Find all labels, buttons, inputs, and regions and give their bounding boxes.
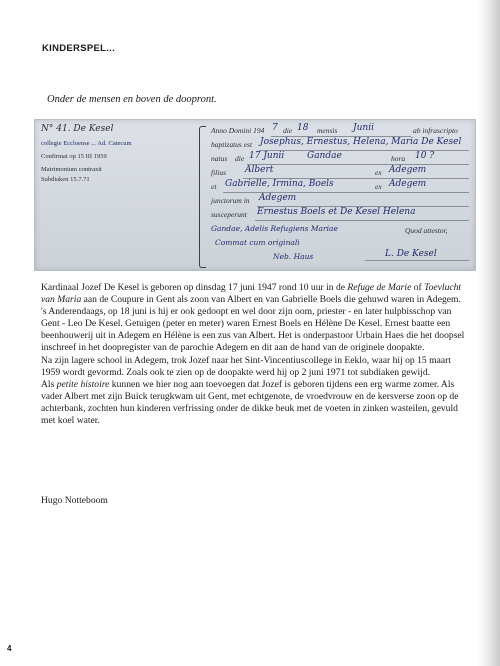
- record-number: N° 41. De Kesel: [41, 124, 114, 134]
- label-baptizatus: baptizatus est: [211, 140, 253, 149]
- label-susceperunt: susceperunt: [211, 210, 247, 219]
- label-die-born: die: [235, 154, 245, 163]
- margin-note-subdiaken: Subdiaken 15.7.71: [41, 176, 90, 183]
- label-et: et: [211, 182, 217, 191]
- margin-note-matrimonium: Matrimonium contraxit: [41, 166, 102, 173]
- label-ex-father: ex: [375, 168, 382, 177]
- margin-note-college: collegie Eccloense ... Ad. Catecum: [41, 140, 132, 147]
- mother-hw: Gabrielle, Irmina, Boels: [225, 179, 334, 189]
- label-ex-mother: ex: [375, 182, 382, 191]
- label-mensis: mensis: [317, 126, 338, 135]
- margin-note-confirmation: Confirmat op 15 III 1959: [41, 153, 107, 160]
- signature-right-hw: L. De Kesel: [385, 249, 437, 259]
- label-junctorum: junctorum in: [211, 196, 250, 205]
- names-hw: Josephus, Ernestus, Helena, Maria De Kesel: [260, 137, 462, 147]
- gandae-note-hw: Gandae, Adelis Refugiens Mariae: [211, 224, 338, 233]
- paragraph-1: [41, 282, 471, 306]
- year-hw: 7: [272, 123, 278, 133]
- paragraph-4: [41, 379, 471, 427]
- p4-text-a: Als: [41, 378, 57, 390]
- label-die: die: [283, 126, 293, 135]
- label-natus: natus: [211, 154, 228, 163]
- junctorum-hw: Adegem: [259, 193, 297, 203]
- article-body: [41, 282, 471, 427]
- page-header: KINDERSPEL...: [42, 43, 116, 54]
- label-quod-attestor: Quod attestor,: [405, 226, 448, 235]
- born-date-hw: 17 Junii: [249, 151, 285, 161]
- page-number: 4: [7, 644, 12, 653]
- record-bracket: [199, 126, 206, 268]
- label-ab-infrascripto: ab infrascripto: [413, 126, 458, 135]
- p1-text-a: Kardinaal Jozef De Kesel is geboren op dinsdag 17 juni 1947 rond 10 uur in de: [41, 282, 348, 293]
- p1-text-c: aan de Coupure in Gent als zoon van Albert en van Gabrielle Boels die gehuwd waren in Adegem.: [81, 294, 461, 306]
- commat-note-hw: Commat cum originali: [215, 238, 300, 247]
- p4-text-b: kunnen we hier nog aan toevoegen dat Jozef is geboren tijdens een erg warme zomer. Als vader Albert met zijn Buick terugkwam uit Gent, met echtgenote, de vroedvrouw en de kersverse zoon op de achterbank, zochten hun kinderen verfrissing onder de dikke beuk met de voeten in zinken wasteilen, gevuld met koel water.: [41, 378, 459, 427]
- p1-italic-refuge: Refuge de Marie: [347, 282, 412, 293]
- p4-italic-petite-histoire: petite histoire: [56, 378, 110, 390]
- mother-place-hw: Adegem: [389, 179, 427, 189]
- p1-italic-toevlucht: Toevlucht van Maria: [41, 282, 462, 306]
- signature-left-hw: Neb. Haus: [273, 252, 314, 261]
- p1-text-b: of: [411, 282, 425, 293]
- label-anno: Anno Domini 194: [211, 126, 265, 135]
- paragraph-2: 's Anderendaags, op 18 juni is hij er ook gedoopt en wel door zijn oom, priester - en later hulpbisschop van Gent - Leo De Kesel. Getuigen (peter en meter) waren Ernest Boels en Hélène De Kesel. Ernest baatte een beenhouwerij uit in Adegem en Hélène is een zus van Albert. Het is onderpastoor Urbain Haes die het doopsel inschreef in het doopregister van de parochie Adegem en dit aan de hand van de originele doopakte.: [41, 306, 465, 354]
- born-place-hw: Gandae: [307, 151, 342, 161]
- paragraph-3: Na zijn lagere school in Adegem, trok Jozef naar het Sint-Vincentiuscollege in Eeklo, waar hij op 15 maart 1959 wordt gevormd. Zoals ook te zien op de doopakte werd hij op 2 juni 1971 tot subdiaken gewijd.: [41, 354, 451, 378]
- day-hw: 18: [297, 123, 309, 133]
- father-hw: Albert: [245, 165, 274, 175]
- hora-hw: 10 ?: [415, 151, 435, 161]
- baptism-record-scan: [34, 119, 476, 271]
- label-filius: filius: [211, 168, 227, 177]
- month-hw: Junii: [353, 123, 374, 133]
- father-place-hw: Adegem: [389, 165, 427, 175]
- page-edge-shadow: [478, 0, 500, 666]
- image-caption: Onder de mensen en boven de doopront.: [47, 94, 217, 105]
- author-signature: Hugo Notteboom: [41, 495, 108, 506]
- godparents-hw: Ernestus Boels et De Kesel Helena: [257, 207, 416, 217]
- label-hora: hora: [391, 154, 406, 163]
